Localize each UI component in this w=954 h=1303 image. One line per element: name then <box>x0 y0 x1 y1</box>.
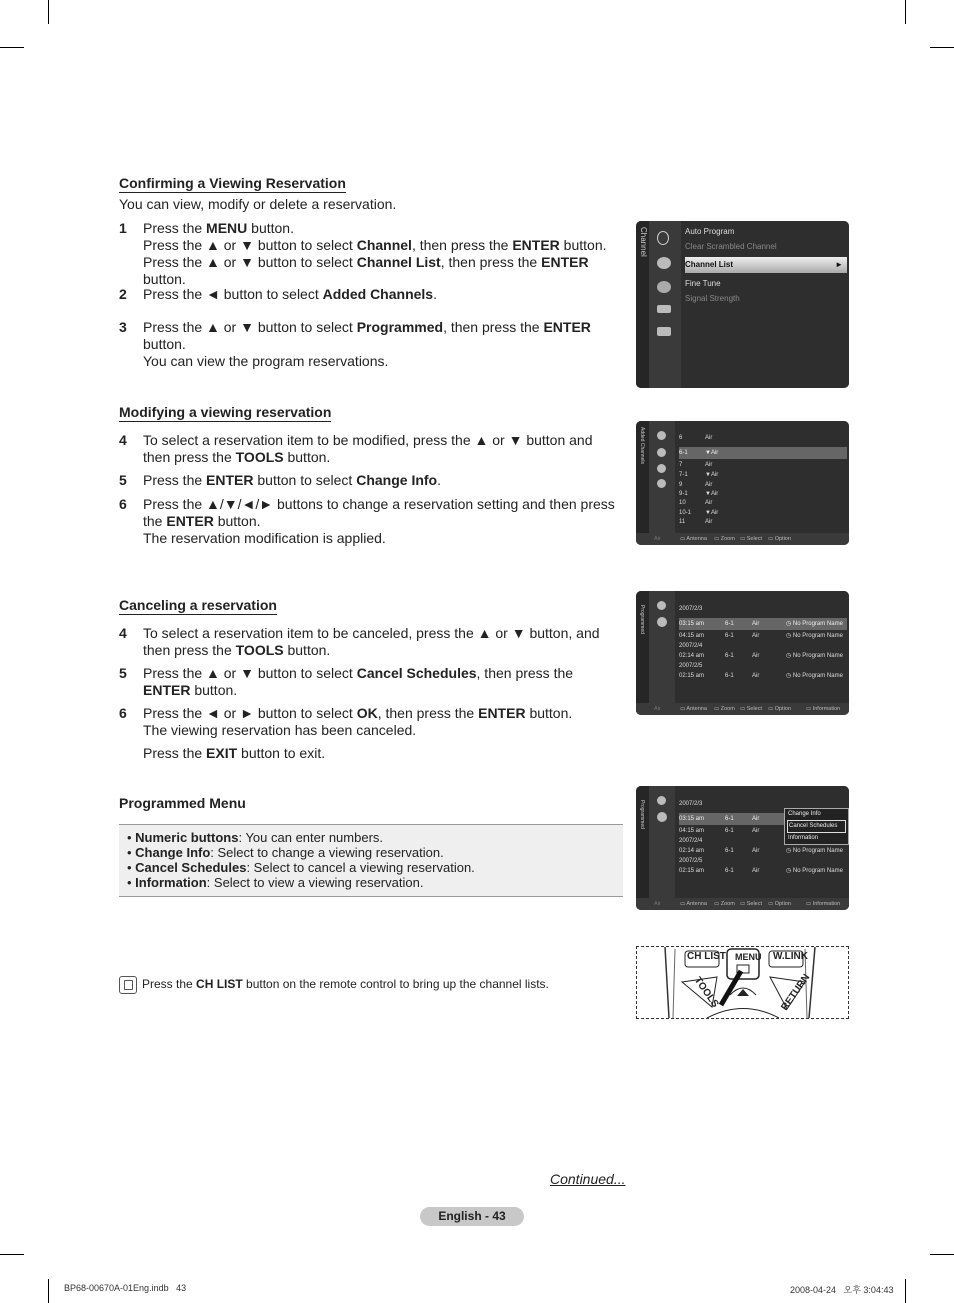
section-intro: You can view, modify or delete a reservation. <box>119 196 397 212</box>
channel-number: 6-1 <box>679 450 688 456</box>
remote-control-illustration <box>636 946 849 1019</box>
reservation-row[interactable] <box>679 652 847 661</box>
channel-source: Air <box>705 462 713 468</box>
reservation-cell: 6-1 <box>725 673 734 679</box>
reservation-cell: 6-1 <box>725 828 734 834</box>
exit-note: Press the EXIT button to exit. <box>143 745 326 761</box>
footer-hint: ▭ Zoom <box>714 901 735 907</box>
tools-icon <box>657 448 666 457</box>
channel-source: ▼Air <box>705 472 719 478</box>
channel-row[interactable] <box>679 461 847 470</box>
channel-row[interactable] <box>679 518 847 527</box>
tip-text: Press the CH LIST button on the remote control to bring up the channel lists. <box>142 977 549 991</box>
channel-row[interactable] <box>679 499 847 508</box>
reservation-cell: 6-1 <box>725 621 734 627</box>
crop-mark <box>930 1254 954 1255</box>
clock-icon <box>657 812 667 822</box>
menu-row[interactable]: Fine Tune <box>685 279 721 288</box>
channel-number: 7-1 <box>679 472 688 478</box>
channel-number: 11 <box>679 519 686 525</box>
reservation-cell: 6-1 <box>725 848 734 854</box>
footer-hint: ▭ Antenna <box>680 536 707 542</box>
footer-hint: Air <box>654 901 661 907</box>
input-icon <box>657 305 671 313</box>
footer-hint: ▭ Option <box>768 901 791 907</box>
date-row: 2007/2/5 <box>679 858 703 864</box>
footer-hint: ▭ Select <box>740 706 763 712</box>
reservation-cell: 02:15 am <box>679 673 705 679</box>
channel-row[interactable] <box>679 490 847 499</box>
tools-popup <box>784 808 849 845</box>
reservation-cell: Air <box>752 621 760 627</box>
tools-button[interactable]: TOOLS <box>691 975 721 1010</box>
reservation-cell: 6-1 <box>725 868 734 874</box>
crop-mark <box>0 1254 24 1255</box>
channel-row[interactable] <box>679 509 847 518</box>
footer-hint: ▭ Option <box>768 536 791 542</box>
program-name: ◷ No Program Name <box>786 621 843 627</box>
reservation-cell: 02:14 am <box>679 848 705 854</box>
menu-item-information: • Information: Select to view a viewing reservation. <box>127 875 424 890</box>
step-4-cancel: 4 To select a reservation item to be canceled, press the ▲ or ▼ button, and then press the TOOLS button. <box>119 625 600 658</box>
channel-number: 9-1 <box>679 491 688 497</box>
reservation-cell: 02:14 am <box>679 653 705 659</box>
channel-number: 6 <box>679 435 683 441</box>
w-link-button[interactable]: W.LINK <box>773 951 808 962</box>
tv-screen-programmed <box>636 591 849 715</box>
reservation-cell: 6-1 <box>725 633 734 639</box>
page-number-label: English - 43 <box>420 1207 524 1226</box>
channel-icon <box>657 257 671 269</box>
section-title-canceling: Canceling a reservation <box>119 597 277 613</box>
continued-label: Continued... <box>550 1171 626 1187</box>
date-row: 2007/2/4 <box>679 643 703 649</box>
channel-source: ▼Air <box>705 491 719 497</box>
crop-mark <box>905 0 906 24</box>
side-label: Added Channels <box>639 427 645 464</box>
channel-source: Air <box>705 482 713 488</box>
step-2: 2 Press the ◄ button to select Added Channels. <box>119 286 437 302</box>
reservation-cell: Air <box>752 673 760 679</box>
channel-source: Air <box>705 435 713 441</box>
reservation-cell: 6-1 <box>725 653 734 659</box>
reservation-cell: Air <box>752 816 760 822</box>
reservation-cell: Air <box>752 868 760 874</box>
footer-hint: ▭ Information <box>806 706 841 712</box>
menu-row-selected[interactable]: Channel List ► <box>685 257 847 273</box>
reservation-row[interactable] <box>679 867 847 876</box>
popup-item[interactable]: Information <box>788 835 819 841</box>
footer-hint: ▭ Information <box>806 901 841 907</box>
popup-item-selected[interactable]: Cancel Schedules <box>787 820 846 833</box>
footer-hint: ▭ Select <box>740 901 763 907</box>
reservation-row[interactable] <box>679 847 847 856</box>
tv-screen-programmed-tools <box>636 786 849 910</box>
channel-number: 7 <box>679 462 683 468</box>
heart-icon <box>657 464 666 473</box>
footer-file: BP68-00670A-01Eng.indb 43 <box>64 1283 187 1293</box>
channel-row[interactable] <box>679 481 847 490</box>
menu-button[interactable]: MENU <box>735 952 762 962</box>
tv-screen-channel-menu <box>636 221 849 388</box>
channel-source: Air <box>705 519 713 525</box>
date-row: 2007/2/3 <box>679 606 703 612</box>
reservation-cell: 04:15 am <box>679 633 705 639</box>
footer-hint: ▭ Select <box>740 536 763 542</box>
reservation-cell: Air <box>752 653 760 659</box>
footer-hint: ▭ Antenna <box>680 901 707 907</box>
reservation-cell: Air <box>752 633 760 639</box>
gear-icon <box>657 281 671 293</box>
channel-row[interactable] <box>679 471 847 480</box>
footer-hint: ▭ Antenna <box>680 706 707 712</box>
date-row: 2007/2/4 <box>679 838 703 844</box>
step-4-modify: 4 To select a reservation item to be modified, press the ▲ or ▼ button and then press the TOOLS button. <box>119 432 593 465</box>
side-label: Channel <box>639 227 648 257</box>
footer-hint: ▭ Zoom <box>714 706 735 712</box>
channel-row[interactable] <box>679 447 847 459</box>
reservation-cell: 02:15 am <box>679 868 705 874</box>
side-label: Programmed <box>639 800 645 829</box>
reservation-cell: 04:15 am <box>679 828 705 834</box>
program-name: ◷ No Program Name <box>786 673 843 679</box>
clock-icon <box>657 479 666 488</box>
heart-icon <box>657 796 666 805</box>
channel-source: ▼Air <box>705 510 719 516</box>
reservation-row[interactable] <box>679 672 847 681</box>
reservation-cell: 03:15 am <box>679 816 705 822</box>
step-6-modify: 6 Press the ▲/▼/◄/► buttons to change a reservation setting and then press the ENTER button. The reservation modification is applied. <box>119 496 615 546</box>
date-row: 2007/2/3 <box>679 801 703 807</box>
side-label: Programmed <box>639 605 645 634</box>
tv-screen-added-channels <box>636 421 849 545</box>
reservation-cell: 03:15 am <box>679 621 705 627</box>
app-icon <box>657 327 671 336</box>
footer-hint: Air <box>654 536 661 542</box>
reservation-row[interactable] <box>679 618 847 630</box>
crop-mark <box>905 1279 906 1303</box>
section-title-modifying: Modifying a viewing reservation <box>119 404 332 420</box>
channel-row[interactable] <box>679 434 847 443</box>
channel-number: 10 <box>679 500 686 506</box>
heart-icon <box>657 601 666 610</box>
step-6-cancel: 6 Press the ◄ or ► button to select OK, then press the ENTER button. The viewing reservation has been canceled. <box>119 705 573 738</box>
step-5-modify: 5 Press the ENTER button to select Change Info. <box>119 472 441 488</box>
channel-number: 9 <box>679 482 683 488</box>
footer-hint: Air <box>654 706 661 712</box>
programmed-menu-title: Programmed Menu <box>119 795 246 811</box>
popup-item[interactable]: Change Info <box>788 811 821 817</box>
return-button[interactable]: RETURN <box>779 972 813 1013</box>
channel-number: 10-1 <box>679 510 692 516</box>
menu-item-cancel-schedules: • Cancel Schedules: Select to cancel a viewing reservation. <box>127 860 475 875</box>
footer-date: 2008-04-24 오후 3:04:43 <box>790 1285 894 1295</box>
program-name: ◷ No Program Name <box>786 848 843 854</box>
clock-icon <box>657 617 667 627</box>
date-row: 2007/2/5 <box>679 663 703 669</box>
menu-row[interactable]: Clear Scrambled Channel <box>685 242 777 251</box>
reservation-row[interactable] <box>679 632 847 641</box>
section-title-confirming: Confirming a Viewing Reservation <box>119 175 346 191</box>
menu-row[interactable]: Signal Strength <box>685 294 740 303</box>
crop-mark <box>48 0 49 24</box>
program-name: ◷ No Program Name <box>786 653 843 659</box>
program-name: ◷ No Program Name <box>786 868 843 874</box>
menu-item-numeric: • Numeric buttons: You can enter numbers. <box>127 830 384 845</box>
reservation-cell: Air <box>752 848 760 854</box>
ch-list-button[interactable]: CH LIST <box>687 951 726 962</box>
footer-hint: ▭ Option <box>768 706 791 712</box>
step-5-cancel: 5 Press the ▲ or ▼ button to select Cancel Schedules, then press the ENTER button. <box>119 665 574 698</box>
channel-icon <box>657 431 666 440</box>
menu-row[interactable]: Auto Program <box>685 227 735 236</box>
program-name: ◷ No Program Name <box>786 633 843 639</box>
menu-item-change-info: • Change Info: Select to change a viewing reservation. <box>127 845 444 860</box>
channel-source: Air <box>705 500 713 506</box>
reservation-cell: Air <box>752 828 760 834</box>
footer-hint: ▭ Zoom <box>714 536 735 542</box>
channel-source: ▼Air <box>705 450 719 456</box>
reservation-cell: 6-1 <box>725 816 734 822</box>
crop-mark <box>0 47 24 48</box>
note-icon <box>119 976 137 994</box>
step-3: 3 Press the ▲ or ▼ button to select Programmed, then press the ENTER button. You can view the program reservations. <box>119 319 591 369</box>
crop-mark <box>48 1279 49 1303</box>
step-1: 1 Press the MENU button. Press the ▲ or ▼ button to select Channel, then press the ENTER button. Press the ▲ or ▼ button to select Channel List, then press the ENTER button. <box>119 220 607 287</box>
crop-mark <box>930 47 954 48</box>
programmed-menu-box <box>119 824 623 897</box>
picture-icon <box>657 231 669 245</box>
